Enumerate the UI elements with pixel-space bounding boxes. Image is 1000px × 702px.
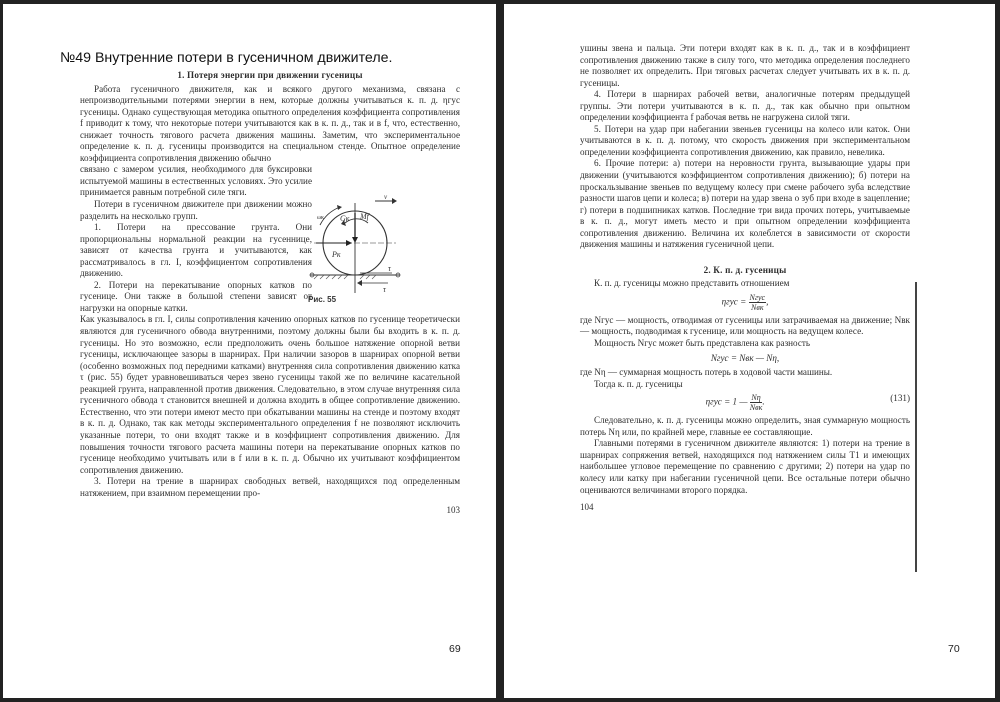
paragraph: ушины звена и пальца. Эти потери входят как в к. п. д., так и в коэффициент сопротивления движению также в силу того, что методика определения последнего не позволяет их определить. При тяговых расчетах следует учитывать их в к. п. д. гусеницы. xyxy=(580,43,910,88)
scan-edge-line xyxy=(915,282,917,572)
document-heading: №49 Внутренние потери в гусеничном движителе. xyxy=(60,50,393,66)
book-page-number: 103 xyxy=(446,505,460,516)
wheel-diagram xyxy=(300,195,410,295)
paragraph: Главными потерями в гусеничном движителе являются: 1) потери на трение в шарнирах сопряжения ветвей, находящихся под натяжением силы T1 и имеющих наибольшее угловое перемещение по сравнению с другими; 2) потери на удар по колесу или катку при набегании гусеничной цепи. Все остальные потери обычно оцениваются величинами второго порядка. xyxy=(580,438,910,495)
section-title: 1. Потеря энергии при движении гусеницы xyxy=(177,70,363,80)
section-title: 2. К. п. д. гусеницы xyxy=(703,264,787,275)
label-g: Gк xyxy=(340,214,350,223)
fraction-numerator: Nгус xyxy=(749,292,766,302)
formula xyxy=(580,293,910,312)
label-tau: τ xyxy=(388,264,391,273)
fraction xyxy=(750,393,763,412)
list-item: 1. Потери на прессование грунта. Они пропорциональны нормальной реакции на гусеннице, зависят от качества грунта и учитываются, как рассматривалось в гл. I, коэффициентом сопротивления движению. xyxy=(80,222,312,279)
equation-number: (131) xyxy=(890,393,910,404)
paragraph: Следовательно, к. п. д. гусеницы можно определить, зная суммарную мощность потерь Nη или, по крайней мере, главные ее составляющие. xyxy=(580,415,910,437)
list-item: 3. Потери на трение в шарнирах свободных ветвей, находящихся под определенным натяжением, при взаимном перемещении про- xyxy=(80,476,460,498)
formula-lhs: ηгус = 1 — xyxy=(705,396,748,407)
pdf-page-number-right: 70 xyxy=(948,643,960,655)
paragraph: Тогда к. п. д. гусеницы xyxy=(594,378,683,389)
list-item: 5. Потери на удар при набегании звеньев гусеницы на колесо или каток. Они учитываются в к. п. д. потому, что скорость движения при экспериментальном определении коэффициента сопротивления движению, как правило, невелика. xyxy=(580,123,910,157)
figure-55 xyxy=(300,195,410,310)
text-wrap-block xyxy=(80,164,312,314)
list-item: 2. Потери на перекатывание опорных катков по гусенице. Они также в большой степени зависят от нагрузки на опорные катки. xyxy=(80,279,312,313)
paragraph: Как указывалось в гл. I, силы сопротивления качению опорных катков по гусенице теоретически являются для гусеничного обвода внутренними, поэтому должны были бы входить в к. п. д. гусеницы. Но это возможно, если предположить очень большое натяжение опорной ветви гусеницы, исключающее зазоры в шарнирах. При наличии зазоров в шарнирах опорной ветви (особенно возможных под передними катками) внутренняя сила сопротивления движению катка τ (рис. 55) будет уравновешиваться через звено гусеницы такой же по величине касательной реакцией грунта, направленной против движения. Следовательно, в этом случае внутренняя сила гусеничного обвода τ становится внешней и должна входить в общее сопротивление движению. Естественно, что эти потери имеют место при обкатывании машины на стенде и поэтому входят в к. п. д. Однако, так как методы экспериментального определения f не позволяют исключить указанные потери, то они входят также и в коэффициент сопротивления движению. Для повышения точности тягового расчета машины потери на перекатывание опорных катков по гусенице необходимо учитывать или в f или в к. п. д. Обычно их учитывают коэффициентом сопротивления движению. xyxy=(80,314,460,475)
fraction-denominator: Nвк xyxy=(749,403,763,413)
list-item: 4. Потери в шарнирах рабочей ветви, аналогичные потерям предыдущей группы. Эти потери учитываются в к. п. д., так как обычно при опытном определении коэффициента f рабочая ветвь не нагружена силой тяги. xyxy=(580,89,910,123)
fraction-denominator: Nвк xyxy=(751,302,764,312)
paragraph: Мощность Nгус может быть представлена как разность xyxy=(594,338,811,349)
label-v: v xyxy=(384,195,388,201)
scanned-text-right xyxy=(580,43,910,514)
paragraph: где Nгус — мощность, отводимая от гусеницы или затрачиваемая на движение; Nвк — мощность, подводимая к гусенице, или мощность на ведущем колесе. xyxy=(580,314,910,337)
formula-lhs: ηгус = xyxy=(721,296,747,307)
fraction xyxy=(749,293,767,312)
label-p: Pк xyxy=(332,250,341,259)
paragraph: К. п. д. гусеницы можно представить отношением xyxy=(594,278,790,289)
pdf-page-number-left: 69 xyxy=(449,643,461,655)
paragraph: Работа гусеничного движителя, как и всякого другого механизма, связана с непроизводительными потерями энергии в нем, которые должны учитываться к. п. д. ηгус гусеницы. Однако существующая методика опытного определения коэффициента сопротивления f приводит к тому, что некоторые потери учитываются как в к. п. д., так и в f, что, естественно, снижает точность тягового расчета движения машины. Заметим, что экспериментальное определение к. п. д. гусеницы производится на специальном стенде. Опытное определение коэффициента сопротивления движению обычно xyxy=(80,83,460,163)
fraction-numerator: Nη xyxy=(751,393,761,403)
formula-tail: , xyxy=(766,296,769,307)
label-tau-bottom: τ xyxy=(383,285,386,294)
list-item: 6. Прочие потери: а) потери на неровности грунта, вызывающие удары при движении (учитываются коэффициентом сопротивления движению); б) потери на проскальзывание звеньев по ведущему колесу при смене рабочего зуба вследствие разности шагов цепи и колеса; в) потери на удар звена о зуб при входе в зацепление; г) потери в подшипниках катков. Последние три вида прочих потерь, учитываемые в к. п. д., могут иметь место и при опытном определении коэффициента сопротивления движению. Величина их колеблется в зависимости от скорости движения машины и натяжения гусеничной цепи. xyxy=(580,158,910,250)
label-m: Mf xyxy=(360,212,369,221)
paragraph: Потери в гусеничном движителе при движении можно разделить на несколько групп. xyxy=(80,199,312,221)
formula: Nгус = Nвк — Nη, xyxy=(710,352,780,363)
paragraph: где Nη — суммарная мощность потерь в ходовой части машины. xyxy=(580,367,833,378)
formula-tail: . xyxy=(762,396,765,407)
figure-caption: Рис. 55 xyxy=(308,295,337,304)
formula xyxy=(580,393,910,412)
label-omega: ωк xyxy=(317,215,324,221)
book-page-number: 104 xyxy=(580,502,594,513)
paragraph: связано с замером усилия, необходимого для буксировки испытуемой машины в естественных условиях. Это усилие принимается равным потребной силе тяги. xyxy=(80,164,312,198)
